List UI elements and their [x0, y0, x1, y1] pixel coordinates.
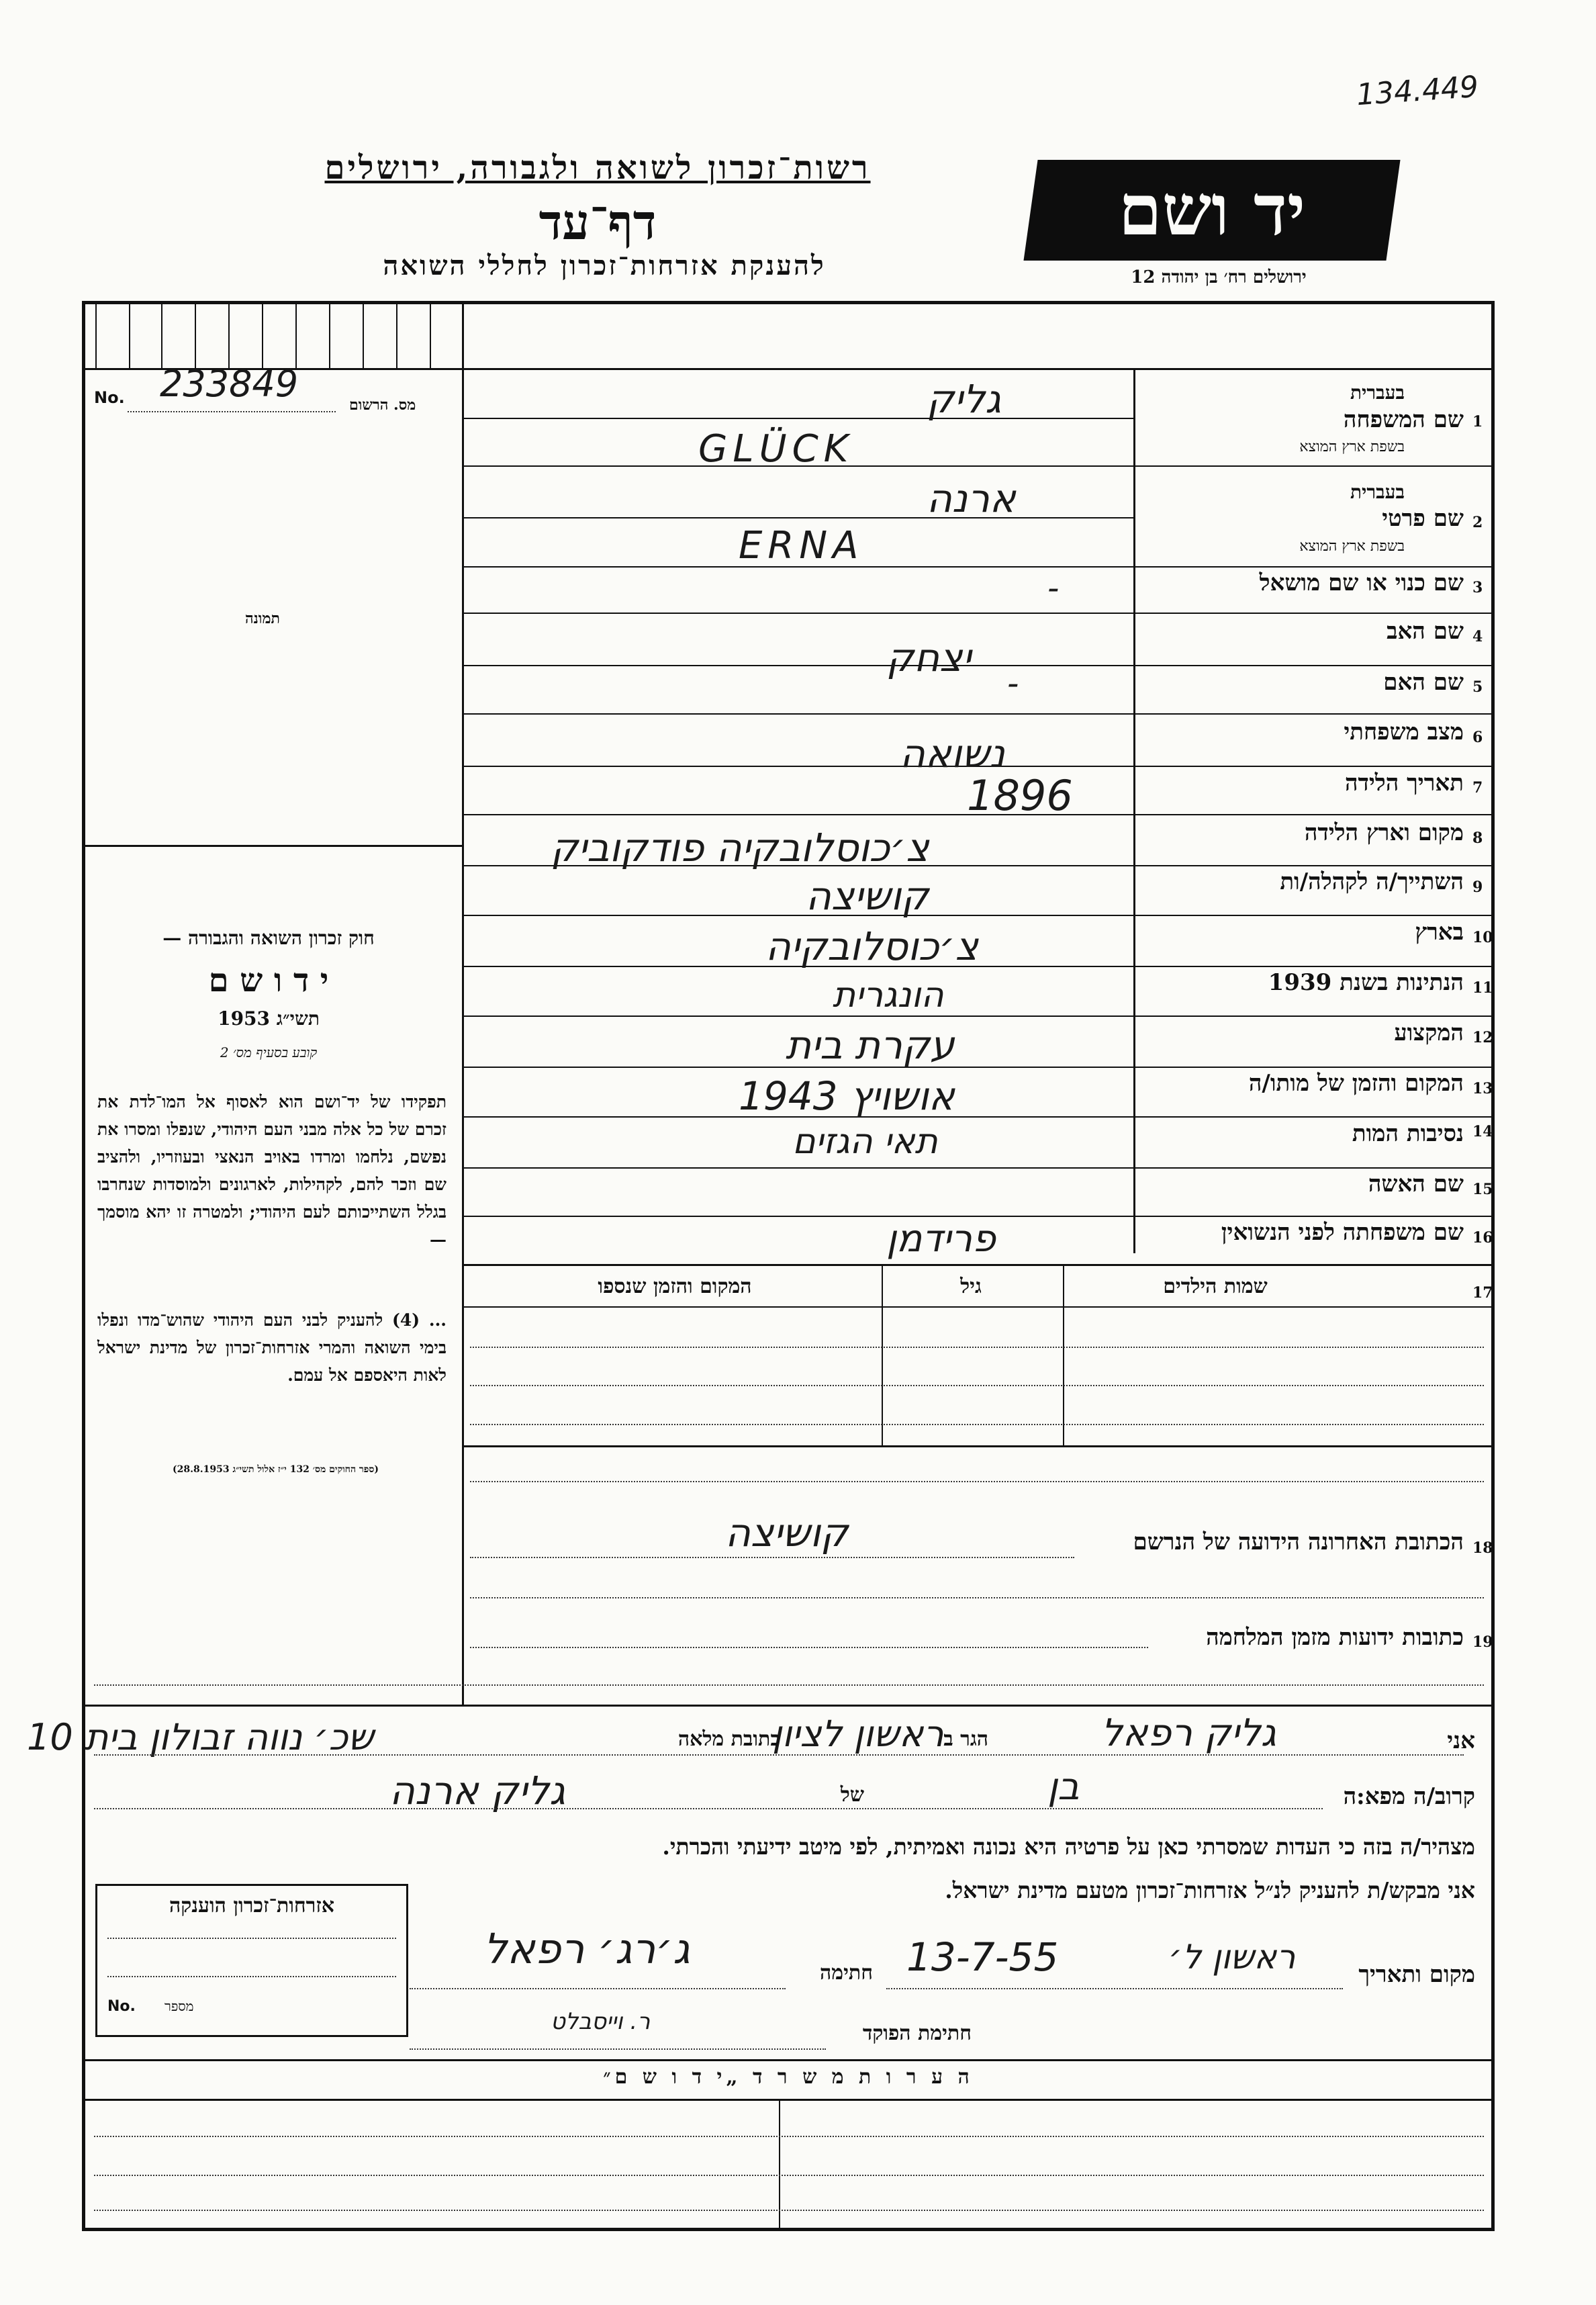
registration-number: 233849: [160, 363, 299, 405]
field-11-number: 11: [1472, 979, 1493, 997]
field-2-number: 2: [1472, 514, 1483, 531]
field-13-label: המקום והזמן של מותו/ה: [1248, 1070, 1464, 1097]
field-4-number: 4: [1472, 628, 1483, 645]
decl-ani: אני: [1447, 1727, 1475, 1754]
field-2-label: שם פרטי: [1382, 505, 1464, 532]
field-1-number: 1: [1472, 413, 1483, 431]
field-12-number: 12: [1472, 1029, 1493, 1046]
field-11-value: הונגרית: [833, 975, 944, 1015]
field-7-label: תאריך הלידה: [1344, 770, 1464, 797]
field-1-sub-hebrew: בעברית: [1350, 381, 1405, 404]
field-13-number: 13: [1472, 1080, 1493, 1097]
field-12-label: המקצוע: [1394, 1020, 1464, 1046]
authority-title: רשות־זכרון לשואה ולגבורה, ירושלים: [324, 149, 871, 187]
decl-relative: גליק ארנה: [389, 1768, 566, 1813]
logo-text: יד ושם: [1118, 169, 1306, 251]
field-1-sub-origin: בשפת ארץ המוצא: [1299, 439, 1405, 455]
registration-he-label: מס. הרשום: [349, 396, 416, 414]
law-name: י ד ו ש ם: [208, 962, 329, 999]
field-3-label: שם כנוי או שם מושאל: [1259, 570, 1464, 596]
children-col-age: גיל: [960, 1275, 982, 1298]
field-4-value: יצחק: [886, 635, 972, 680]
officer-signature-label: חתימת הפוקד: [862, 2022, 972, 2045]
field-14-label: נסיבות המות: [1352, 1120, 1464, 1147]
children-col-place: המקום והזמן שנספו: [598, 1275, 752, 1298]
yad-vashem-logo: [1023, 160, 1400, 261]
field-16-label: שם משפחתה לפני הנשואין: [1221, 1219, 1464, 1246]
decl-address-label: כתובת מלאה: [677, 1727, 780, 1751]
field-18-number: 18: [1472, 1539, 1493, 1557]
field-10-value: צ׳כוסלובקיה: [765, 923, 978, 969]
decl-signature: ג׳רג׳ רפאל: [483, 1924, 690, 1973]
decl-resides-label: הגר ב: [943, 1727, 988, 1751]
field-9-value: קושיצה: [806, 873, 929, 919]
field-17-number: 17: [1472, 1284, 1493, 1302]
logo-address: ירושלים רח׳ בן יהודה 12: [1131, 267, 1307, 287]
field-7-value: 1896: [967, 771, 1073, 820]
decl-declarant: גליק רפאל: [1101, 1711, 1276, 1755]
law-text-2: ... (4) להעניק לבני העם היהודי שהוש־מדו ונפלו בימי השואה והמרי אזרחות־זכרון של מדינת ישראל לאות היאספם אל עמם.: [97, 1310, 447, 1385]
photo-label: תמונה: [245, 610, 280, 627]
field-16-value: פרידמן: [886, 1217, 996, 1261]
field-4-label: שם האב: [1387, 618, 1464, 645]
field-15-label: שם האשה: [1368, 1171, 1464, 1197]
field-8-label: מקום וארץ הלידה: [1304, 819, 1464, 846]
decl-place-date-label: מקום ותאריך: [1358, 1961, 1475, 1988]
field-1-value-latin: GLÜCK: [698, 427, 854, 471]
decl-statement-2: אני מבקש/ת להעניק לנ״ל אזרחות־זכרון מטעם מדינת ישראל.: [945, 1877, 1475, 1903]
field-8-number: 8: [1472, 829, 1483, 847]
field-18-value: קושיצה: [725, 1510, 849, 1555]
field-5-value: -: [1007, 665, 1019, 703]
field-19-label: כתובות ידועות מזמן המלחמה: [1206, 1624, 1464, 1651]
decl-relative-label: קרוב/ה מפא:ה: [1343, 1783, 1475, 1810]
decl-signature-label: חתימה: [820, 1961, 873, 1985]
decl-address: שכ׳ נווה זבולון בית 10: [27, 1716, 374, 1758]
field-10-label: בארץ: [1415, 919, 1464, 946]
field-13-value: אושויץ 1943: [739, 1073, 955, 1119]
archive-number: 134.449: [1355, 69, 1480, 113]
decl-date: 13-7-55: [906, 1934, 1059, 1980]
law-citation: (ספר החוקים מס׳ 132 י״ז אלול תשי״ג 28.8.1953): [173, 1464, 379, 1475]
citizenship-title: אזרחות־זכרון הוענקה: [169, 1894, 335, 1917]
field-6-value: נשואה: [900, 731, 1005, 776]
field-6-label: מצב משפחתי: [1344, 719, 1464, 745]
field-10-number: 10: [1472, 929, 1493, 946]
citizenship-no: No.: [107, 1998, 136, 2015]
law-title: חוק זכרון השואה והגבורה —: [162, 927, 375, 949]
law-year: תשי״ג 1953: [218, 1007, 320, 1030]
field-9-label: השתייך/ה לקהלה/ות: [1280, 868, 1464, 895]
law-text-1: תפקידו של יד־ושם הוא לאסוף אל המו־לדת את זכרם של כל אלה מבני העם היהודי, שנפלו ומסרו את נפשם, נלחמו ומרדו באויב הנאצי ובעוזריו, ולהציב שם וזכר להם, לקהילות, לארגונים ולמוסדות שנחרבו בגלל השתייכותם לעם היהודי; ולמטרה זו יהא מוסמך —: [97, 1092, 447, 1249]
field-2-value-hebrew: ארנה: [927, 476, 1016, 521]
field-11-label: הנתינות בשנת 1939: [1268, 969, 1464, 996]
field-2-sub-hebrew: בעברית: [1350, 481, 1405, 503]
field-3-value: -: [1047, 570, 1060, 607]
field-6-number: 6: [1472, 729, 1483, 746]
decl-city: ראשון לציון: [772, 1713, 944, 1755]
field-8-value: צ׳כוסלובקיה פודקוביק: [551, 825, 929, 870]
field-15-number: 15: [1472, 1181, 1493, 1198]
field-1-value-hebrew: גליק: [927, 376, 1001, 422]
field-18-label: הכתובת האחרונה הידועה של הנרשם: [1133, 1529, 1464, 1555]
field-14-value: תאי הגזים: [792, 1122, 938, 1162]
officer-signature: ר. וייסבלט: [551, 2008, 651, 2035]
field-2-sub-origin: בשפת ארץ המוצא: [1299, 538, 1405, 555]
field-14-number: 14: [1472, 1123, 1493, 1140]
field-9-number: 9: [1472, 878, 1483, 896]
registration-en-label: No.: [94, 388, 125, 407]
field-1-label: שם המשפחה: [1343, 406, 1464, 433]
remarks-title: ה ע ר ו ת מ ש ר ד „י ד ו ש ם״: [603, 2065, 974, 2089]
form-subtitle: להענקת אזרחות־זכרון לחללי השואה: [383, 250, 826, 281]
field-3-number: 3: [1472, 579, 1483, 596]
decl-statement-1: מצהיר/ה בזה כי העדות שמסרתי כאן על פרטיה היא נכונה ואמיתית, לפי מיטב ידיעתי והכרתי.: [662, 1834, 1475, 1860]
field-12-value: עקרת בית: [786, 1022, 955, 1068]
field-5-label: שם האם: [1383, 669, 1464, 696]
decl-of: של: [840, 1783, 864, 1807]
form-title: דף־עד: [538, 193, 657, 251]
decl-place: ראשון ל׳: [1168, 1938, 1296, 1977]
citizenship-number-label: מספר: [165, 1998, 194, 2014]
children-col-names: שמות הילדים: [1163, 1275, 1268, 1298]
field-2-value-latin: ERNA: [739, 524, 864, 568]
field-7-number: 7: [1472, 779, 1483, 797]
field-16-number: 16: [1472, 1229, 1493, 1247]
law-clause: קובע בסעיף מס׳ 2: [220, 1044, 318, 1060]
field-19-number: 19: [1472, 1633, 1493, 1651]
field-5-number: 5: [1472, 678, 1483, 696]
decl-relation: בן: [1047, 1765, 1080, 1809]
